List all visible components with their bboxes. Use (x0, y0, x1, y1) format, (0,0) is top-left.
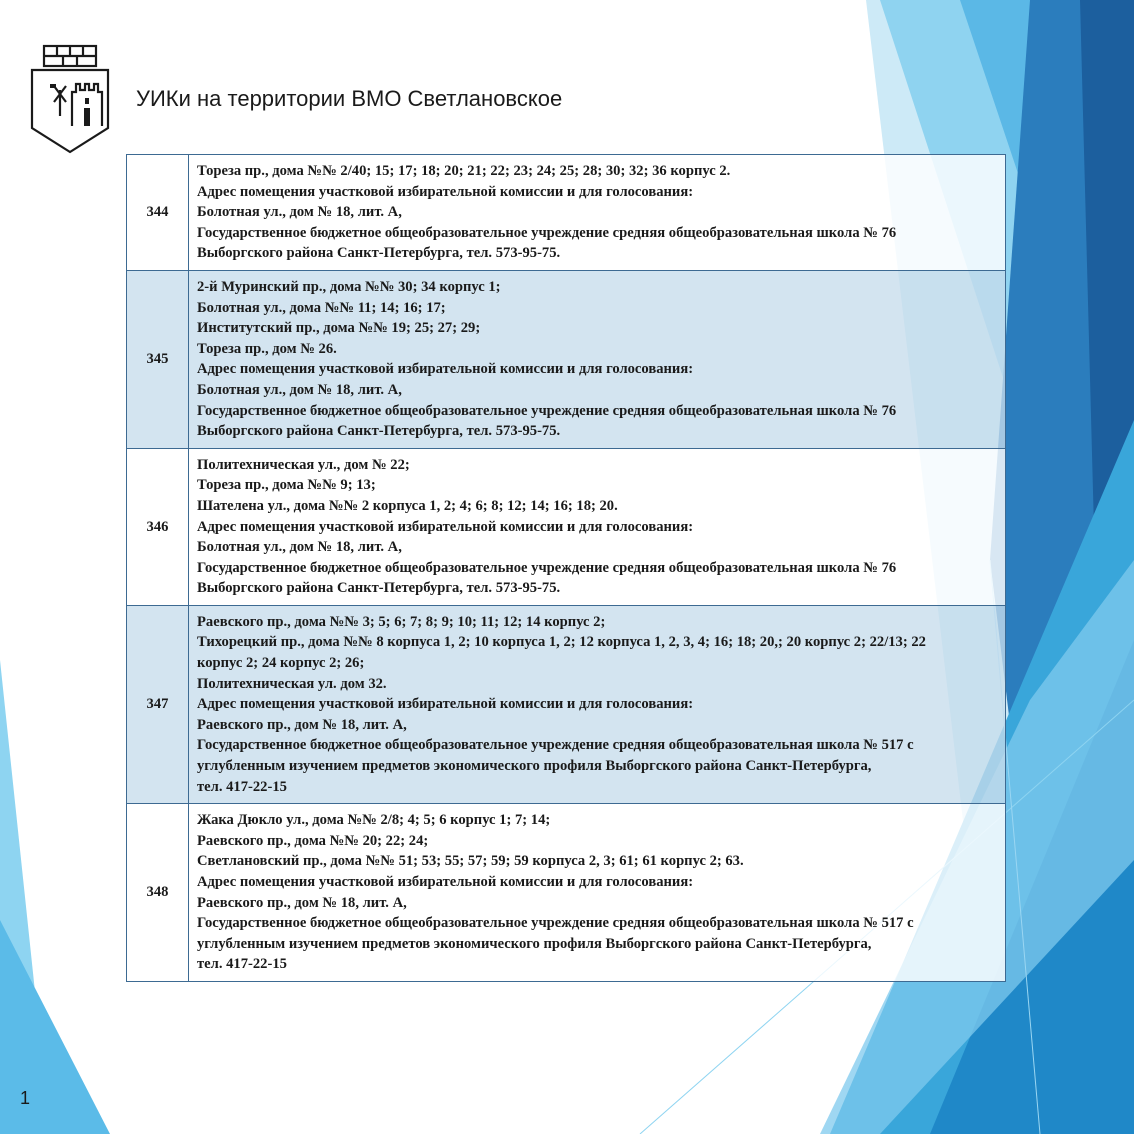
table-row (127, 155, 1006, 271)
address-line: Адрес помещения участковой избирательной комиссии и для голосования: (197, 874, 694, 890)
address-line: Политехническая ул., дом № 22; (197, 456, 410, 473)
address-line: Болотная ул., дом № 18, лит. А, (197, 539, 402, 556)
address-line: Болотная ул., дом № 18, лит. А, (197, 204, 402, 221)
address-line: Государственное бюджетное общеобразовательное учреждение средняя общеобразовательная школа № 76 (197, 559, 897, 576)
uik-number: 347 (127, 605, 189, 803)
address-line: Тихорецкий пр., дома №№ 8 корпуса 1, 2; 10 корпуса 1, 2; 12 корпуса 1, 2, 3, 4; 16; 18; 20,; 20 корпус 2; 22/13; 22 (197, 634, 926, 651)
address-line: Адрес помещения участковой избирательной комиссии и для голосования: (197, 518, 694, 535)
address-line: тел. 417-22-15 (197, 778, 287, 795)
address-line: 2-й Муринский пр., дома №№ 30; 34 корпус 1; (197, 278, 501, 295)
address-line: Адрес помещения участковой избирательной комиссии и для голосования: (197, 696, 694, 713)
uik-number: 345 (127, 270, 189, 448)
address-line: Государственное бюджетное общеобразовательное учреждение средняя общеобразовательная школа № 76 (197, 224, 897, 241)
address-line: углубленным изучением предметов экономического профиля Выборгского района Санкт-Петербурга, (197, 758, 872, 775)
crest-logo (28, 44, 112, 156)
address-line: Государственное бюджетное общеобразовательное учреждение средняя общеобразовательная школа № 517 с (197, 915, 914, 932)
address-line: Политехническая ул. дом 32. (197, 675, 387, 692)
address-line: Тореза пр., дома №№ 2/40; 15; 17; 18; 20; 21; 22; 23; 24; 25; 28; 30; 32; 36 корпус 2. (197, 163, 731, 179)
address-line: Светлановский пр., дома №№ 51; 53; 55; 57; 59; 59 корпуса 2, 3; 61; 61 корпус 2; 63. (197, 853, 744, 870)
address-line: Выборгского района Санкт-Петербурга, тел. 573-95-75. (197, 245, 561, 262)
uik-description (189, 804, 1006, 982)
address-line: Выборгского района Санкт-Петербурга, тел. 573-95-75. (197, 580, 561, 597)
address-line: Раевского пр., дома №№ 3; 5; 6; 7; 8; 9; 10; 11; 12; 14 корпус 2; (197, 613, 606, 630)
address-line: Институтский пр., дома №№ 19; 25; 27; 29; (197, 320, 481, 337)
uik-number: 348 (127, 804, 189, 982)
address-line: Болотная ул., дом № 18, лит. А, (197, 381, 402, 398)
uik-description (189, 605, 1006, 803)
address-line: Жака Дюкло ул., дома №№ 2/8; 4; 5; 6 корпус 1; 7; 14; (197, 812, 551, 829)
address-line: Раевского пр., дом № 18, лит. А, (197, 894, 407, 911)
address-line: Тореза пр., дом № 26. (197, 340, 337, 357)
address-line: Государственное бюджетное общеобразовательное учреждение средняя общеобразовательная школа № 517 с (197, 737, 914, 754)
address-line: Адрес помещения участковой избирательной комиссии и для голосования: (197, 183, 694, 200)
address-line: Государственное бюджетное общеобразовательное учреждение средняя общеобразовательная школа № 76 (197, 402, 897, 419)
address-line: корпус 2; 24 корпус 2; 26; (197, 655, 365, 672)
uik-number: 346 (127, 448, 189, 605)
address-line: Шателена ул., дома №№ 2 корпуса 1, 2; 4; 6; 8; 12; 14; 16; 18; 20. (197, 497, 618, 514)
address-line: Раевского пр., дом № 18, лит. А, (197, 716, 407, 733)
address-line: тел. 417-22-15 (197, 956, 287, 973)
uik-table (126, 154, 1006, 982)
page-number: 1 (20, 1088, 31, 1108)
uik-description (189, 270, 1006, 448)
address-line: Раевского пр., дома №№ 20; 22; 24; (197, 832, 429, 849)
address-line: углубленным изучением предметов экономического профиля Выборгского района Санкт-Петербурга, (197, 935, 872, 952)
table-row (127, 605, 1006, 803)
uik-description (189, 448, 1006, 605)
table-row (127, 448, 1006, 605)
address-line: Болотная ул., дома №№ 11; 14; 16; 17; (197, 299, 446, 316)
address-line: Тореза пр., дома №№ 9; 13; (197, 477, 376, 494)
address-line: Адрес помещения участковой избирательной комиссии и для голосования: (197, 361, 694, 378)
address-line: Выборгского района Санкт-Петербурга, тел. 573-95-75. (197, 423, 561, 440)
uik-number: 344 (127, 155, 189, 271)
table-row (127, 804, 1006, 982)
uik-description (189, 155, 1006, 271)
table-row (127, 270, 1006, 448)
page-title: УИКи на территории ВМО Светлановское (136, 86, 563, 111)
